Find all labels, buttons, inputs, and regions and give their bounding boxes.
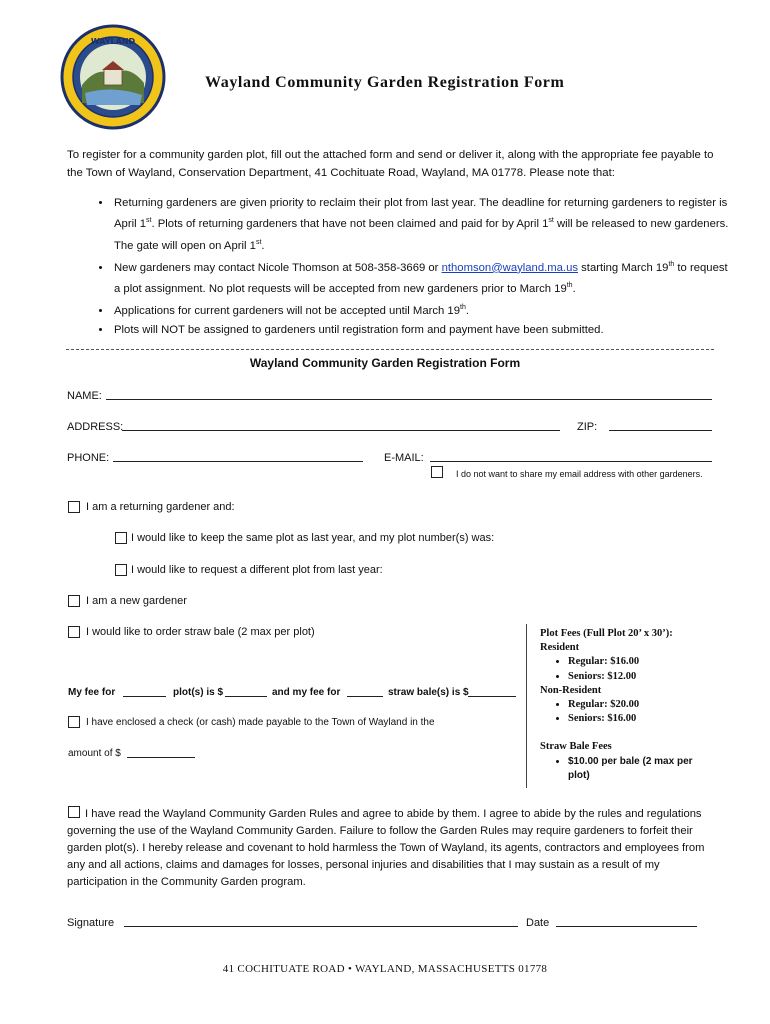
fee-plots-label: plot(s) is $ — [173, 687, 224, 698]
new-gardener-checkbox[interactable] — [68, 595, 80, 607]
notes-list — [92, 194, 732, 341]
nonresident-heading: Non-Resident — [540, 684, 602, 696]
plot-count-field[interactable] — [123, 696, 166, 697]
page-title: Wayland Community Garden Registration Form — [205, 74, 565, 91]
address-field[interactable] — [122, 430, 560, 431]
email-label: E-MAIL: — [384, 452, 424, 464]
signature-label: Signature — [67, 917, 115, 929]
different-plot-checkbox[interactable] — [115, 564, 127, 576]
date-label: Date — [526, 917, 550, 929]
cut-line-divider — [66, 349, 714, 350]
email-optout-checkbox[interactable] — [431, 466, 443, 478]
keep-plot-label: I would like to keep the same plot as last year, and my plot number(s) was: — [131, 532, 495, 544]
list-item: • Plots will NOT be assigned to gardeners until registration form and payment have been submitted. — [112, 321, 732, 339]
list-item: • Seniors: $12.00 — [568, 670, 698, 684]
different-plot-label: I would like to request a different plot from last year: — [131, 564, 383, 576]
plot-fee-field[interactable] — [225, 696, 267, 697]
list-item: • New gardeners may contact Nicole Thomson at 508-358-3669 or nthomson@wayland.ma.us starting March 19th to request a plot assignment. No plot requests will be accepted from new gardeners prior to March 19th. — [112, 256, 732, 298]
date-field[interactable] — [556, 926, 697, 927]
enclosed-checkbox[interactable] — [68, 716, 80, 728]
returning-label: I am a returning gardener and: — [86, 501, 235, 513]
new-gardener-label: I am a new gardener — [86, 595, 187, 607]
straw-bale-label: I would like to order straw bale (2 max per plot) — [86, 626, 315, 638]
name-field[interactable] — [106, 399, 712, 400]
straw-fee-field[interactable] — [468, 696, 516, 697]
list-item: • Returning gardeners are given priority to reclaim their plot from last year. The deadline for returning gardeners to register is April 1st. Plots of returning gardeners that have not been claimed and paid for by April 1st will be released to new gardeners. The gate will open on April 1st. — [112, 194, 732, 255]
name-label: NAME: — [67, 390, 102, 402]
form-title: Wayland Community Garden Registration Form — [249, 356, 521, 370]
fee-straw-label: straw bale(s) is $ — [388, 687, 469, 698]
list-item: • Seniors: $16.00 — [568, 712, 698, 726]
fee-divider — [526, 624, 527, 788]
intro-paragraph: To register for a community garden plot, fill out the attached form and send or deliver it, along with the appropriate fee payable to the Town of Wayland, Conservation Department, 41 Cochituate Road, Wayland, MA 01778. Please note that: — [67, 149, 714, 179]
footer-address: 41 COCHITUATE ROAD • WAYLAND, MASSACHUSETTS 01778 — [222, 963, 548, 975]
email-link[interactable]: nthomson@wayland.ma.us — [441, 261, 579, 274]
email-optout-label: I do not want to share my email address with other gardeners. — [456, 469, 703, 479]
returning-checkbox[interactable] — [68, 501, 80, 513]
enclosed-label: I have enclosed a check (or cash) made payable to the Town of Wayland in the — [86, 717, 435, 728]
list-item: • Regular: $16.00 — [568, 655, 698, 669]
fee-my-fee-for: My fee for — [68, 687, 116, 698]
zip-field[interactable] — [609, 430, 712, 431]
keep-plot-checkbox[interactable] — [115, 532, 127, 544]
phone-field[interactable] — [113, 461, 363, 462]
address-label: ADDRESS: — [67, 421, 124, 433]
plot-fees-heading: Plot Fees (Full Plot 20’ x 30’): — [540, 628, 673, 639]
list-item: • $10.00 per bale (2 max per plot) — [568, 755, 698, 783]
phone-label: PHONE: — [67, 452, 110, 464]
signature-field[interactable] — [124, 926, 518, 927]
resident-heading: Resident — [540, 642, 580, 654]
zip-label: ZIP: — [577, 421, 598, 433]
amount-label: amount of $ — [68, 748, 121, 759]
list-item: • Applications for current gardeners will not be accepted until March 19th. — [112, 299, 732, 320]
amount-field[interactable] — [127, 757, 195, 758]
svg-text:WAYLAND: WAYLAND — [90, 37, 136, 46]
fee-schedule — [540, 627, 698, 783]
email-field[interactable] — [430, 461, 712, 462]
list-item: • Regular: $20.00 — [568, 698, 698, 712]
agreement-text: I have read the Wayland Community Garden Rules and agree to abide by them. I agree to abide by the rules and regulations governing the use of the Wayland Community Garden. Failure to follow the Garden Rules may require gardeners to forfeit their garden plot(s). I hereby release and covenant to hold harmless the Town of Wayland, its agents, contractors and employees from any and all actions, claims and damages for losses, personal injuries and disabilities that I may sustain as a result of my participation in the Community Garden program. — [67, 808, 705, 888]
fee-and-label: and my fee for — [272, 687, 341, 698]
straw-bale-checkbox[interactable] — [68, 626, 80, 638]
town-seal — [60, 23, 166, 131]
straw-fees-heading: Straw Bale Fees — [540, 741, 612, 753]
straw-count-field[interactable] — [347, 696, 383, 697]
